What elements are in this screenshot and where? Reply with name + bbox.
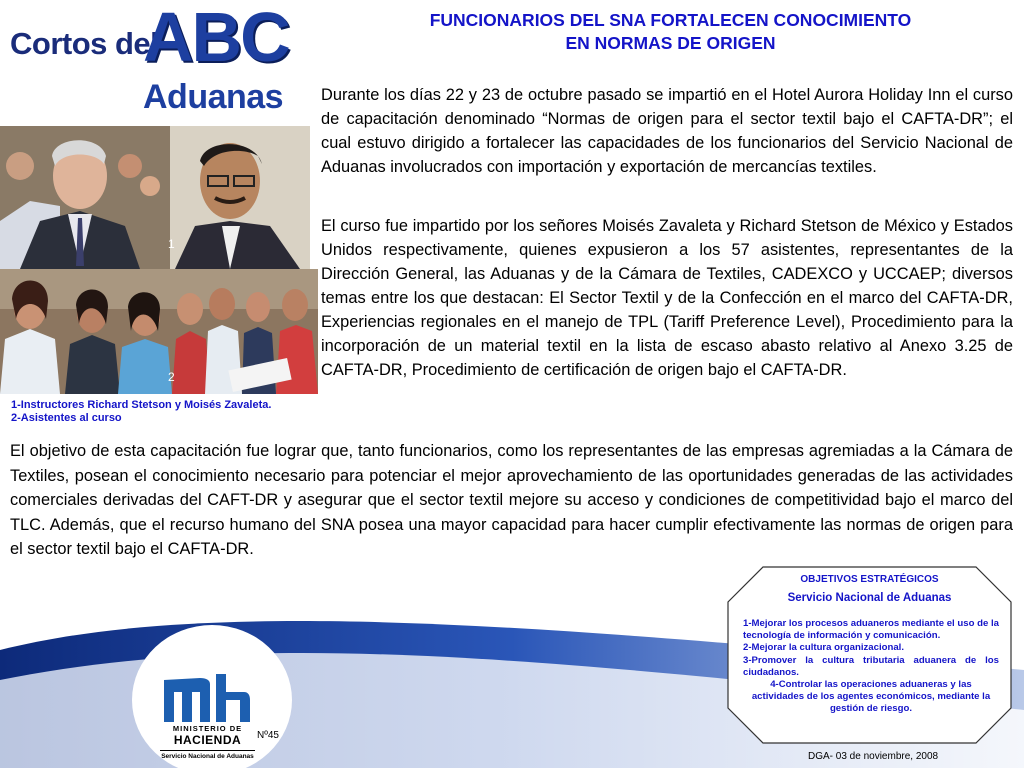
objective-item-3: 3-Promover la cultura tributaria aduanera de los ciudadanos. [743,654,999,678]
objectives-subheading: Servicio Nacional de Aduanas [787,592,952,604]
objective-item-1: 1-Mejorar los procesos aduaneros mediante el uso de la tecnología de información y comunicación. [743,618,999,642]
photo-marker-1: 1 [168,237,175,251]
article-paragraph-2: El curso fue impartido por los señores Moisés Zavaleta y Richard Stetson de México y Estados Unidos respectivamente, quienes expusieron a los 57 asistentes, representantes de la Dirección General, las Aduanas y de la Cámara de Textiles, CADEXCO y UCCAEP; diversos temas entre los que destacan: El Sector Textil y de la Confección en el marco del CAFTA-DR, Experiencias regionales en el manejo de TPL (Tariff Preference Level), Procedimiento para la incorporación de un material textil en la lista de escaso abasto relativo al Anexo 3.25 de CAFTA-DR, Procedimiento de certificación de origen bajo el CAFTA-DR. [321,217,1013,379]
ministry-line-3: Servicio Nacional de Aduanas [161,753,254,760]
strategic-objectives-box [727,566,1012,744]
objectives-heading: OBJETIVOS ESTRATÉGICOS [800,574,939,585]
ministry-divider [160,750,255,751]
caption-line-1: 1-Instructores Richard Stetson y Moisés Zavaleta. [11,399,272,411]
logo-text-abc: ABC [143,0,289,76]
photo-attendees [0,269,318,394]
article-paragraph-3: El objetivo de esta capacitación fue lograr que, tanto funcionarios, como los representantes de las empresas agremiadas a la Cámara de Textiles, posean el conocimiento necesario para potenciar el mejor aprovechamiento de las oportunidades generadas de las actividades comerciales derivadas del CAFT-DR y asegurar que el sector textil mejore su acceso y condiciones de competitividad bajo el marco del TLC. Además, que el recurso humano del SNA posea una mayor capacidad para hacer cumplir efectivamente las normas de origen para el sector textil bajo el CAFTA-DR. [10,442,1013,558]
title-line-1: FUNCIONARIOS DEL SNA FORTALECEN CONOCIMIENTO [429,10,912,30]
ministry-line-1: MINISTERIO DE [172,724,243,733]
objective-item-4: 4-Controlar las operaciones aduaneras y las actividades de los agentes económicos, mediante la gestión de riesgo. [751,679,991,715]
issue-number: Nº45 [257,730,279,741]
ministerio-hacienda-logo [160,670,255,768]
objectives-list [743,618,999,716]
logo-text-cortos: Cortos del [10,26,159,61]
caption-line-2: 2-Asistentes al curso [11,412,122,424]
photo-caption [11,399,271,425]
article-title [318,9,1023,55]
article-paragraph-1: Durante los días 22 y 23 de octubre pasado se impartió en el Hotel Aurora Holiday Inn el curso de capacitación denominado “Normas de origen para el sector textil bajo el CAFTA-DR”; el cual estuvo dirigido a fortalecer las capacidades de los funcionarios del Servicio Nacional de Aduanas involucrados con importación y exportación de mercancías textiles. [321,86,1013,176]
logo-text-aduanas: Aduanas [143,78,284,116]
title-line-2: EN NORMAS DE ORIGEN [565,33,776,53]
photo-marker-2: 2 [168,370,175,384]
photo-instructors [0,126,310,269]
ministry-line-2: HACIENDA [173,733,242,747]
cortos-abc-logo [0,0,289,125]
objective-item-2: 2-Mejorar la cultura organizacional. [743,642,905,654]
publication-date: DGA- 03 de noviembre, 2008 [808,751,939,762]
